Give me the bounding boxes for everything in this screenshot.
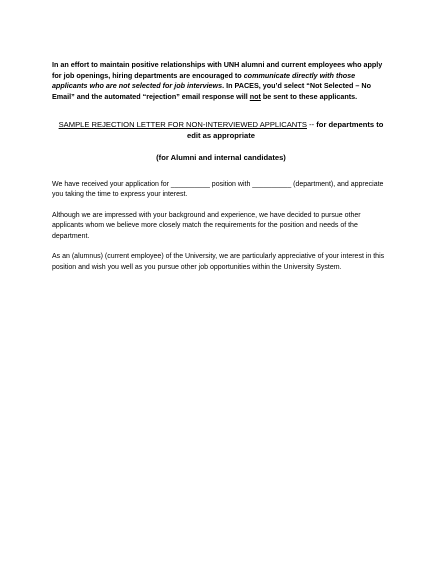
document-content xyxy=(52,60,390,273)
intro-paragraph xyxy=(52,60,390,102)
intro-text-part3: be sent to these applicants. xyxy=(260,91,358,101)
heading-sample-title: SAMPLE REJECTION LETTER FOR NON-INTERVIEWED APPLICANTS xyxy=(58,120,307,129)
intro-text-part1: In an effort to maintain positive relationships with UNH alumni and current employees who apply for job openings, hiring departments are encouraged to xyxy=(52,60,383,80)
heading-instruction: for departments to edit as appropriate xyxy=(187,120,384,140)
letter-paragraph-3: As an (alumnus) (current employee) of the University, we are particularly appreciative of your interest in this position and wish you well as you pursue other job opportunities within the University System. xyxy=(52,253,385,271)
heading-separator: -- xyxy=(307,120,317,129)
audience-subheading: (for Alumni and internal candidates) xyxy=(156,153,286,162)
intro-text-part2: . In PACES, you’d select “Not Selected – No Email” and the automated “rejection” email response will xyxy=(52,81,371,101)
sample-letter-heading xyxy=(52,119,390,141)
letter-paragraph-1: We have received your application for __________ position with __________ (department), and appreciate you taking the time to express your interest. xyxy=(52,181,384,199)
intro-italic-text: communicate directly with those applicants who are not selected for job interviews xyxy=(52,70,356,90)
letter-paragraph-2: Although we are impressed with your background and experience, we have decided to pursue other applicants whom we believe more closely match the requirements for the position and needs of the department. xyxy=(52,212,361,240)
intro-underlined-not: not xyxy=(249,91,261,101)
